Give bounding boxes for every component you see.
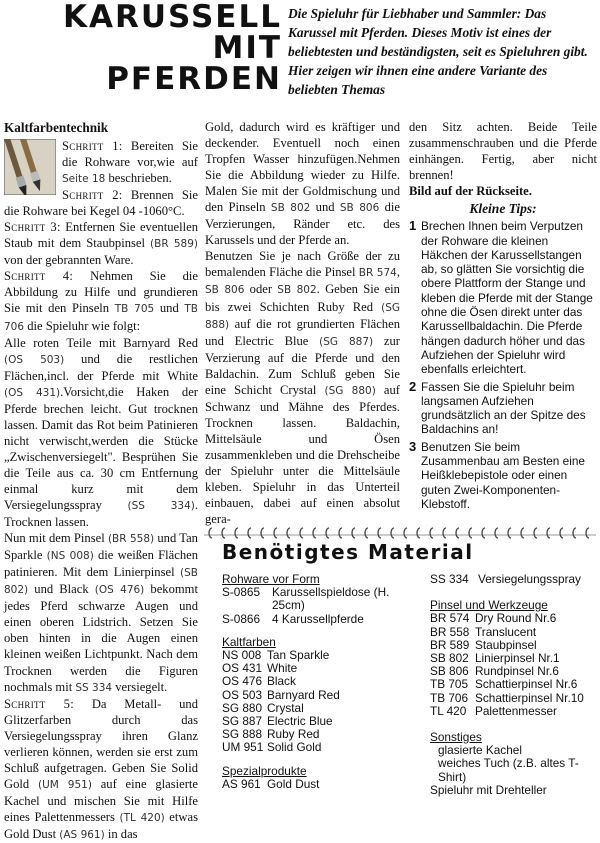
list-item: SB 802 Linierpinsel Nr.1 [430,651,560,666]
tips-heading: Kleine Tips: [469,201,537,217]
step-4: Schritt 4: Nehmen Sie die Abbildung zu Hilfe und grundieren Sie mit den Pinseln TB 705 und TB 706 die Spieluhr wie folgt: [4,269,199,333]
list-item: weiches Tuch (z.B. altes T-Shirt) [438,756,579,784]
step-label: Schritt 1: [62,139,123,153]
list-item: S-0866 4 Karussellpferde [222,611,364,626]
paragraph: Gold, dadurch wird es kräftiger und deckender. Eventuell noch einen Tropfen Wasser hinzufügen.Nehmen Sie die Abbildung wieder zu Hilfe. Malen Sie mit der Goldmischung und den Pinseln SB 802 und SB 806 die Verzierungen, Ränder etc. des Karussels und der Pferde an. [205,120,400,248]
list-heading: Pinsel und Werkzeuge [430,598,548,613]
list-item: 1 Brechen Ihnen beim Verputzen der Rohware die kleinen Häkchen der Karussellstangen ab, so glätten Sie vorsichtig die obere Plattform der Stange und kleben die Pferde mit der Stange ohne die Ösen direkt unter das Karussellbaldachin. Die Pferde hängen dadurch höher und das Aufziehen der Spieluhr wird ebenfalls erleichtert. [409,218,593,377]
column-instructions [4,119,198,843]
list-item: SG 880 Crystal [222,700,304,715]
image-note: Bild auf der Rückseite. [409,184,532,199]
list-item: OS 503 Barnyard Red [222,687,340,702]
step-1: Schritt 1: Bereiten Sie die Rohware vor,wie auf Seite 18 beschrieben. [62,139,198,186]
paragraph: Nun mit dem Pinsel (BR 558) und Tan Sparkle (NS 008) die weißen Flächen patinieren. Mit dem Linierpinsel (SB 802) und Black (OS 476) bekommt jedes Pferd schwarze Augen und einen oberen Lidstrich. Setzen Sie oben hinten in die Augen einen kleinen weißen Lichtpunkt. Nach dem Trocknen werden die Figuren nochmals mit SS 334 versiegelt. [4,531,198,694]
list-item: TB 705 Schattierpinsel Nr.6 [430,677,578,692]
list-item: TB 706 Schattierpinsel Nr.10 [430,690,584,705]
list-item: BR 558 Translucent [430,624,537,639]
step-label: Schritt 2: [62,188,123,203]
list-item: SG 888 Ruby Red [222,727,320,742]
list-item: S-0865 Karussellspieldose (H. 25cm) [222,585,390,613]
title-line: MIT [212,30,282,66]
list-item: Spieluhr mit Drehteller [430,782,547,797]
paragraph: Alle roten Teile mit Barnyard Red (OS 503) und die restlichen Flächen,incl. der Pferde mit White (OS 431).Vorsicht,die Haken der Pferde brechen leicht. Gut trocknen lassen. Damit das Rot beim Patinieren nicht verwischt,werden die Stücke „Zwischenversiegelt". Besprühen Sie die Teile aus ca. 30 cm Entfernung einmal kurz mit dem Versiegelungsspray (SS 334). Trocknen lassen. [4,335,199,530]
material-title: Benötigtes Material [222,540,474,564]
list-item: OS 476 Black [222,674,296,689]
list-item: BR 574 Dry Round Nr.6 [430,611,557,626]
list-item: 3 Benutzen Sie beim Zusammenbau am Besten eine Heißklebepistole oder einen guten Zwei-Komponenten-Klebstoff. [409,438,585,511]
section-heading: Kaltfarbentechnik [4,120,109,135]
list-item: 2 Fassen Sie die Spieluhr beim langsamen Aufziehen grundsätzlich an der Spitze des Baldachins an! [409,378,586,437]
title-line: PFERDEN [106,61,282,97]
list-item: AS 961 Gold Dust [222,776,320,791]
column-tips [409,119,597,514]
paint-brushes-icon [4,139,56,195]
step-5: Schritt 5: Da Metall- und Glitzerfarben durch das Versiegelungsspray ihren Glanz verlieren können, werden sie erst zum Schluß aufgetragen. Geben Sie Solid Gold (UM 951) auf eine glasierte Kachel und mischen Sie mit Hilfe eines Palettenmessers (TL 420) etwas Gold Dust (AS 961) in das [4,696,198,841]
step-3: Schritt 3: Entfernen Sie eventuellen Staub mit dem Staubpinsel (BR 589) von der gebrannten Ware. [4,220,198,268]
list-item: glasierte Kachel [438,743,522,758]
list-item: TL 420 Palettenmesser [430,703,557,718]
material-list-left [222,573,422,791]
paragraph: den Sitz achten. Beide Teile zusammenschrauben und die Pferde einhängen. Fertig, aber nicht brennen! Bild auf der Rückseite. [409,120,597,199]
step-label: Schritt 5: [4,696,75,711]
paragraph: Benutzen Sie je nach Größe der zu bemalenden Fläche die Pinsel BR 574, SB 806 oder SB 802. Geben Sie ein bis zwei Schichten Ruby Red (SG 888) auf die rot grundierten Flächen und Electric Blue (SG 887) zur Verzierung auf die Pferde und den Baldachin. Zum Schluß geben Sie eine Schicht Crystal (SG 880) auf Schwanz und Mähne des Pferdes. Trocknen lassen. Baldachin, Mittelsäule und Ösen zusammenkleben und die Drehscheibe der Spieluhr unter die Mittelsäule kleben. Spieluhr in das Unterteil einbauen, dabei auf einen absolut gera- [205,249,401,527]
column-instructions-cont [205,119,400,527]
list-item: OS 431 White [222,661,298,676]
list-item: SG 887 Electric Blue [222,714,333,729]
list-item: SB 806 Rundpinsel Nr.6 [430,664,559,679]
list-heading: Rohware vor Form [222,572,320,586]
list-heading: Kaltfarben [222,634,276,649]
title-line: KARUSSELL [62,0,282,35]
list-item: SS 334 Versiegelungsspray [430,572,581,586]
list-item: NS 008 Tan Sparkle [222,648,330,663]
material-list-right [430,573,595,797]
page-title [60,2,282,95]
step-2: Schritt 2: Brennen Sie die Rohware bei Kegel 04 -1060°C. [4,188,198,219]
list-heading: Spezialprodukte [222,763,307,778]
step-label: Schritt 3: [4,220,61,235]
tips-list [409,219,597,511]
intro-text: Die Spieluhr für Liebhaber und Sammler: Das Karussel mit Pferden. Dieses Motiv ist eines der beliebtesten und beständigsten, seit es Spieluhren gibt. Hier zeigen wir ihnen eine andere Variante des beliebten Themas [288,6,588,97]
page-ref: Seite 18 [62,173,106,186]
list-heading: Sonstiges [430,730,482,745]
step-label: Schritt 4: [4,269,74,284]
list-item: UM 951 Solid Gold [222,740,322,755]
spiral-binding-icon [204,525,596,541]
list-item: BR 589 Staubpinsel [430,637,537,652]
